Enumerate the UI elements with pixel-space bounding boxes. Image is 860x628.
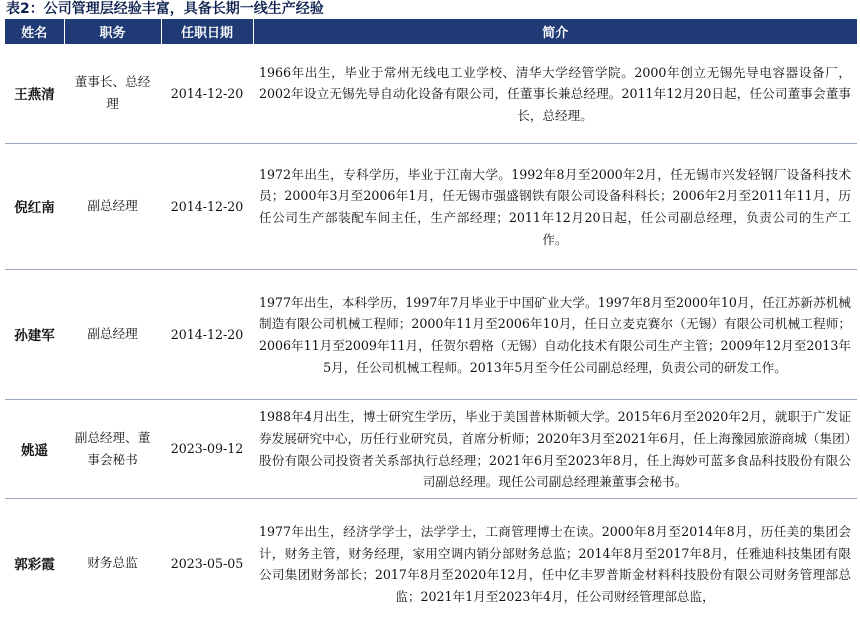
table-row (5, 143, 857, 269)
person-role: 副总经理、董事会秘书 (64, 399, 161, 498)
person-name: 王燕清 (5, 44, 64, 143)
person-name: 郭彩霞 (14, 557, 55, 574)
person-name: 倪红南 (5, 143, 64, 269)
person-bio: 1972年出生，专科学历，毕业于江南大学。1992年8月至2000年2月，任无锡市兴发轻钢厂设备科技术员；2000年3月至2006年1月，任无锡市强盛钢铁有限公司设备科科长；2006年2月至2011年11月，历任公司生产部装配车间主任，生产部经理；2011年12月20日起，任公司副总经理，负责公司的生产工作。 (253, 143, 857, 269)
table-row (5, 498, 857, 628)
table-row (5, 399, 857, 498)
appointment-date: 2014-12-20 (161, 44, 253, 143)
header-role: 职务 (64, 19, 161, 44)
appointment-date: 2023-05-05 (170, 555, 244, 571)
header-row (5, 19, 857, 44)
table-row (5, 44, 857, 143)
header-bio: 简介 (253, 19, 857, 44)
person-bio: 1966年出生，毕业于常州无线电工业学校、清华大学经管学院。2000年创立无锡先导电容器设备厂，2002年设立无锡先导自动化设备有限公司，任董事长兼总经理。2011年12月20日起，任公司董事会董事长，总经理。 (253, 44, 857, 143)
person-role: 董事长、总经理 (64, 44, 161, 143)
person-bio: 1977年出生，本科学历，1997年7月毕业于中国矿业大学。1997年8月至2000年10月，任江苏新苏机械制造有限公司机械工程师；2000年11月至2006年10月，任日立麦克赛尔（无锡）有限公司机械工程师；2006年11月至2009年11月，任贺尔碧格（无锡）自动化技术有限公司生产主管；2009年12月至2013年5月，任公司机械工程师。2013年5月至今任公司副总经理，负责公司的研发工作。 (253, 269, 857, 399)
appointment-date: 2023-09-12 (161, 399, 253, 498)
person-role: 副总经理 (64, 269, 161, 399)
person-bio: 1977年出生，经济学学士，法学学士，工商管理博士在读。2000年8月至2014年8月，历任美的集团会计，财务主管，财务经理，家用空调内销分部财务总监；2014年8月至2017年8月，任雅迪科技集团有限公司集团财务部长；2017年8月至2020年12月，任中亿丰罗普斯金材料科技股份有限公司财务管理部总监；2021年1月至2023年4月，任公司财经管理部总监， (259, 524, 851, 604)
person-name: 姚遥 (5, 399, 64, 498)
table-row (5, 269, 857, 399)
appointment-date: 2014-12-20 (161, 269, 253, 399)
person-bio: 1988年4月出生，博士研究生学历，毕业于美国普林斯顿大学。2015年6月至2020年2月，就职于广发证券发展研究中心，历任行业研究员，首席分析师；2020年3月至2021年6月，任上海豫园旅游商城（集团）股份有限公司投资者关系部执行总经理；2021年6月至2023年8月，任上海妙可蓝多食品科技股份有限公司副总经理。现任公司副总经理兼董事会秘书。 (253, 399, 857, 498)
management-table (5, 19, 857, 628)
person-role: 副总经理 (64, 143, 161, 269)
person-role: 财务总监 (87, 555, 138, 571)
header-name: 姓名 (5, 19, 64, 44)
header-date: 任职日期 (161, 19, 253, 44)
table-title: 表2：公司管理层经验丰富，具备长期一线生产经验 (6, 1, 324, 17)
appointment-date: 2014-12-20 (161, 143, 253, 269)
person-name: 孙建军 (5, 269, 64, 399)
